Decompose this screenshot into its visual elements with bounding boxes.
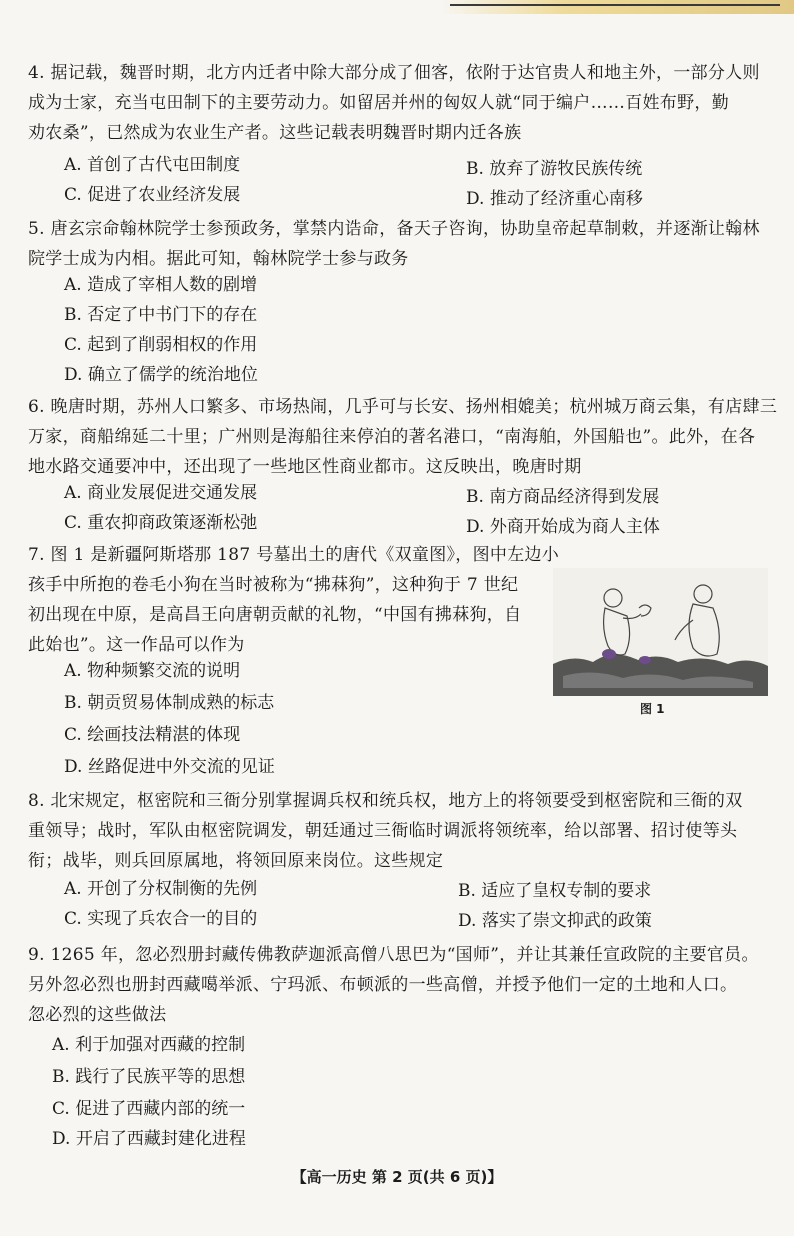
option-d: D. 丝路促进中外交流的见证 (64, 757, 275, 777)
question-text-line: 地水路交通要冲中，还出现了一些地区性商业都市。这反映出，晚唐时期 (28, 457, 582, 477)
option-d: D. 落实了崇文抑武的政策 (458, 911, 652, 931)
question-text-line: 此始也”。这一作品可以作为 (28, 635, 245, 655)
question-9 (28, 940, 778, 1030)
question-text-line: 劝农桑”，已然成为农业生产者。这些记载表明魏晋时期内迁各族 (28, 123, 522, 143)
option-b: B. 南方商品经济得到发展 (466, 487, 660, 507)
option-a: A. 利于加强对西藏的控制 (52, 1035, 246, 1055)
question-text-line: 9. 1265 年，忽必烈册封藏传佛教萨迦派高僧八思巴为“国师”，并让其兼任宣政院的主要官员。 (28, 945, 759, 965)
option-d: D. 开启了西藏封建化进程 (52, 1129, 246, 1149)
option-c: C. 重农抑商政策逐渐松弛 (64, 513, 258, 533)
question-text-line: 孩手中所抱的卷毛小狗在当时被称为“拂菻狗”，这种狗于 7 世纪 (28, 575, 519, 595)
question-text-line: 8. 北宋规定，枢密院和三衙分别掌握调兵权和统兵权，地方上的将领要受到枢密院和三衙的双 (28, 791, 743, 811)
question-text-line: 万家，商船绵延二十里；广州则是海船往来停泊的著名港口，“南海舶，外国船也”。此外，在各 (28, 427, 756, 447)
question-text-line: 衔；战毕，则兵回原属地，将领回原来岗位。这些规定 (28, 851, 444, 871)
question-text-line: 成为士家，充当屯田制下的主要劳动力。如留居并州的匈奴人就“同于编户……百姓布野，勤 (28, 93, 729, 113)
question-text-line: 忽必烈的这些做法 (28, 1005, 167, 1025)
option-d: D. 推动了经济重心南移 (466, 189, 643, 209)
question-4 (28, 58, 778, 148)
figure-caption: 图 1 (640, 702, 665, 716)
question-5 (28, 214, 778, 274)
option-b: B. 放弃了游牧民族传统 (466, 159, 643, 179)
question-6 (28, 392, 778, 482)
option-c: C. 促进了农业经济发展 (64, 185, 241, 205)
question-text-line: 另外忽必烈也册封西藏噶举派、宁玛派、布顿派的一些高僧，并授予他们一定的土地和人口。 (28, 975, 738, 995)
question-8 (28, 786, 778, 876)
option-b: B. 朝贡贸易体制成熟的标志 (64, 693, 275, 713)
option-a: A. 首创了古代屯田制度 (64, 155, 241, 175)
question-text-line: 6. 晚唐时期，苏州人口繁多、市场热闹，几乎可与长安、扬州相媲美；杭州城万商云集，有店肆三 (28, 397, 778, 417)
option-c: C. 促进了西藏内部的统一 (52, 1099, 246, 1119)
option-d: D. 外商开始成为商人主体 (466, 517, 660, 537)
option-c: C. 起到了削弱相权的作用 (64, 335, 258, 355)
option-a: A. 开创了分权制衡的先例 (64, 879, 258, 899)
option-a: A. 物种频繁交流的说明 (64, 661, 241, 681)
option-a: A. 造成了宰相人数的剧增 (64, 275, 258, 295)
option-b: B. 践行了民族平等的思想 (52, 1067, 246, 1087)
figure-1-painting (553, 568, 768, 696)
option-c: C. 绘画技法精湛的体现 (64, 725, 241, 745)
question-text-line: 初出现在中原，是高昌王向唐朝贡献的礼物，“中国有拂菻狗，自 (28, 605, 522, 625)
option-d: D. 确立了儒学的统治地位 (64, 365, 258, 385)
page-footer: 【高一历史 第 2 页(共 6 页)】 (291, 1168, 503, 1186)
question-text-line: 7. 图 1 是新疆阿斯塔那 187 号墓出土的唐代《双童图》，图中左边小 (28, 545, 560, 565)
option-a: A. 商业发展促进交通发展 (64, 483, 258, 503)
option-b: B. 否定了中书门下的存在 (64, 305, 258, 325)
question-7 (28, 540, 560, 660)
top-edge-line (450, 4, 780, 6)
option-c: C. 实现了兵农合一的目的 (64, 909, 258, 929)
question-text-line: 重领导；战时，军队由枢密院调发，朝廷通过三衙临时调派将领统率，给以部署、招讨使等头 (28, 821, 738, 841)
option-b: B. 适应了皇权专制的要求 (458, 881, 652, 901)
question-text-line: 院学士成为内相。据此可知，翰林院学士参与政务 (28, 249, 409, 269)
top-edge-stain (440, 0, 794, 14)
question-text-line: 4. 据记载，魏晋时期，北方内迁者中除大部分成了佃客，依附于达官贵人和地主外，一部分人则 (28, 63, 760, 83)
question-text-line: 5. 唐玄宗命翰林院学士参预政务，掌禁内诰命，备天子咨询，协助皇帝起草制敕，并逐渐让翰林 (28, 219, 760, 239)
